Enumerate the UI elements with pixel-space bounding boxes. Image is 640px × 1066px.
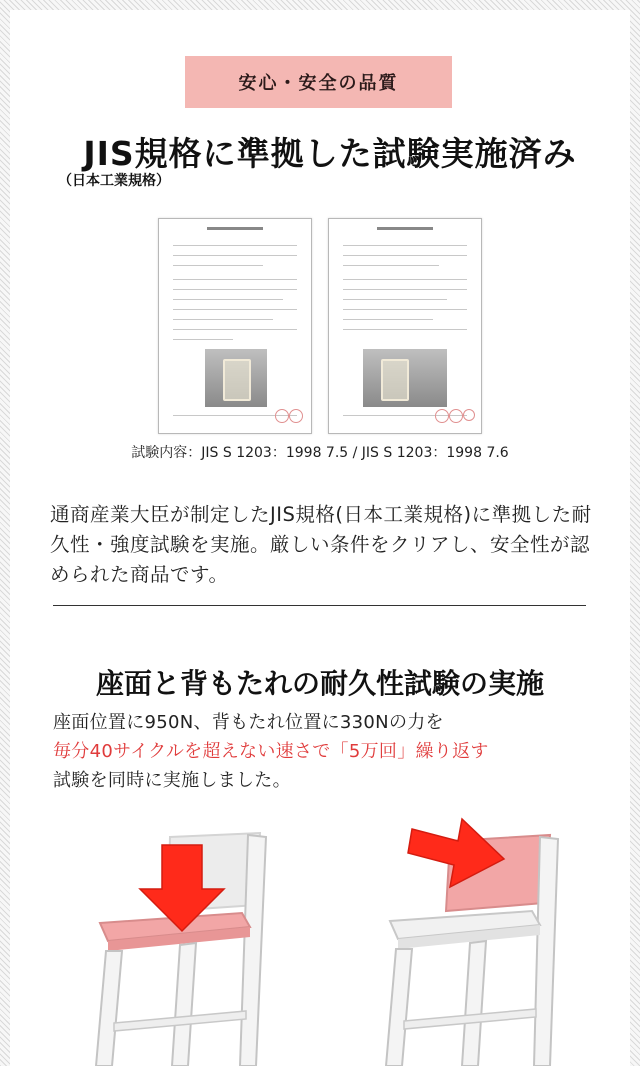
test-report-document-2 (328, 218, 482, 434)
chair-photo (205, 349, 267, 407)
chair-backrest-test (386, 819, 558, 1066)
description-line-3: 試験を同時に実施しました。 (53, 770, 291, 791)
seal-stamp (435, 409, 449, 423)
seal-stamp (289, 409, 303, 423)
seal-stamp (463, 409, 475, 421)
chair-illustrations (10, 805, 630, 1066)
description-highlight: 毎分40サイクルを超えない速さで「5万回」繰り返す (53, 741, 489, 762)
section-divider (53, 605, 586, 606)
jis-heading: JIS規格に準拠した試験実施済み (83, 134, 577, 173)
seal-stamp (449, 409, 463, 423)
content-panel (10, 10, 630, 1066)
description-line-1: 座面位置に950N、背もたれ位置に330Nの力を (53, 712, 444, 733)
durability-description (53, 708, 613, 795)
jis-subheading: （日本工業規格） (58, 173, 170, 189)
durability-heading: 座面と背もたれの耐久性試験の実施 (95, 667, 544, 700)
jis-description: 通商産業大臣が制定したJIS規格(日本工業規格)に準拠した耐久性・強度試験を実施。厳しい条件をクリアし、安全性が認められた商品です。 (50, 503, 592, 586)
chair-photo (363, 349, 447, 407)
test-content-caption: 試験内容：JIS S 1203：1998 7.5 / JIS S 1203：1998 7.6 (131, 445, 509, 461)
chair-seat-test (96, 833, 266, 1066)
test-report-document-1 (158, 218, 312, 434)
quality-badge: 安心・安全の品質 (185, 56, 452, 108)
seal-stamp (275, 409, 289, 423)
